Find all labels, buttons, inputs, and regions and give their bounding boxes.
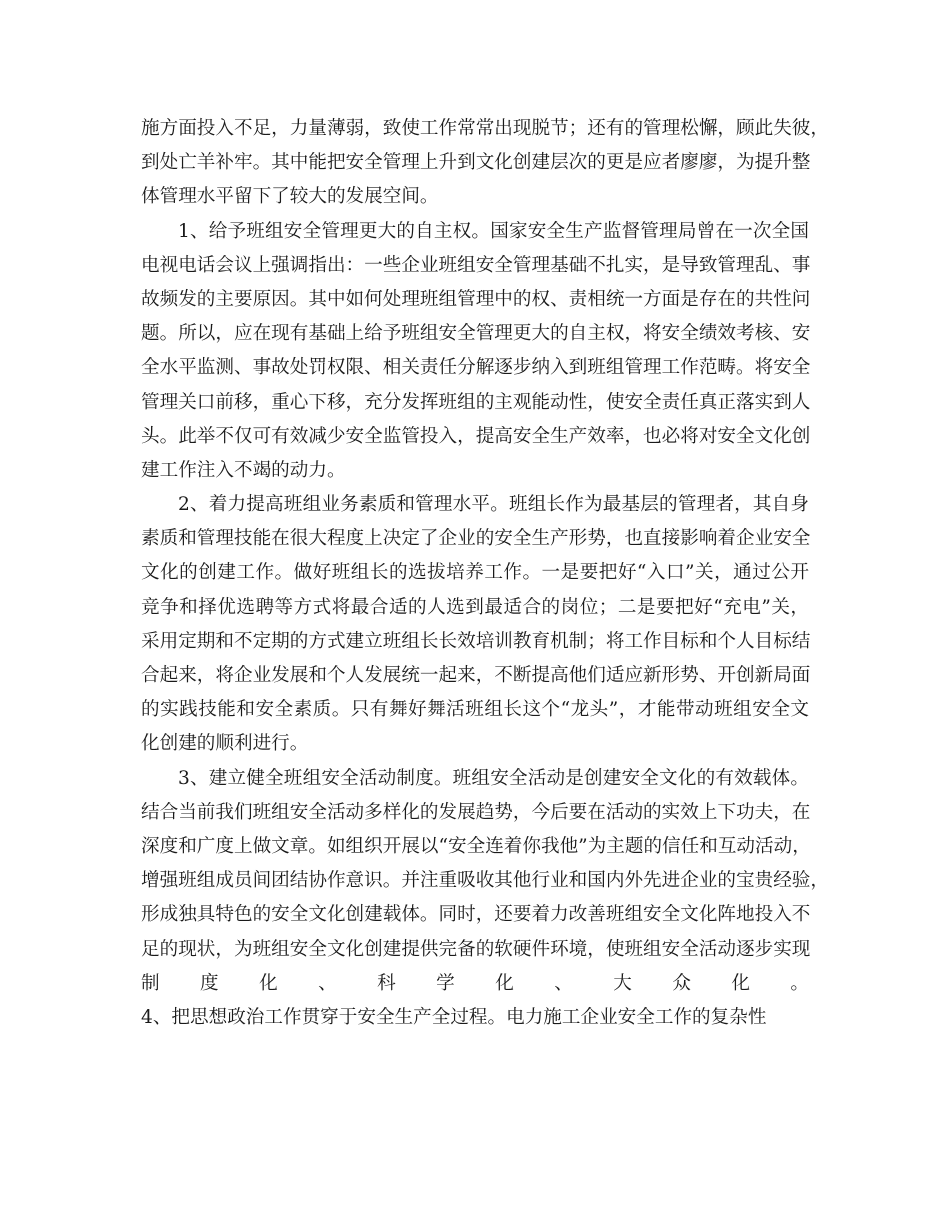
text-line: 合起来，将企业发展和个人发展统一起来，不断提高他们适应新形势、开创新局面 [141, 665, 811, 686]
text-line: 到处亡羊补牢。其中能把安全管理上升到文化创建层次的更是应者廖廖，为提升整 [141, 152, 811, 174]
section-heading-line: 3、建立健全班组安全活动制度。班组安全活动是创建安全文化的有效载体。 [178, 767, 809, 789]
section-heading-line: 2、着力提高班组业务素质和管理水平。班组长作为最基层的管理者，其自身 [178, 494, 809, 516]
text-line: 4、把思想政治工作贯穿于安全生产全过程。电力施工企业安全工作的复杂性 [141, 1006, 767, 1028]
text-line: 建工作注入不竭的动力。 [141, 459, 346, 481]
text-line: 增强班组成员间团结协作意识。并注重吸收其他行业和国内外先进企业的宝贵经验， [141, 870, 829, 892]
text-line: 题。所以，应在现有基础上给予班组安全管理更大的自主权，将安全绩效考核、安 [141, 323, 811, 345]
text-line: 管理关口前移，重心下移，充分发挥班组的主观能动性，使安全责任真正落实到人 [141, 391, 811, 413]
text-line: 结合当前我们班组安全活动多样化的发展趋势，今后要在活动的实效上下功夫，在 [141, 801, 811, 823]
text-line: 深度和广度上做文章。如组织开展以“安全连着你我他”为主题的信任和互动活动， [141, 835, 811, 857]
text-line: 施方面投入不足，力量薄弱，致使工作常常出现脱节；还有的管理松懈，顾此失彼， [141, 118, 829, 139]
text-line: 足的现状，为班组安全文化创建提供完备的软硬件环境，使班组安全活动逐步实现 [141, 938, 811, 960]
text-line: 电视电话会议上强调指出：一些企业班组安全管理基础不扎实，是导致管理乱、事 [141, 254, 811, 276]
text-line: 制度化、科学化、大众化。 [141, 972, 809, 994]
document-body [141, 112, 829, 1069]
text-line: 采用定期和不定期的方式建立班组长长效培训教育机制；将工作目标和个人目标结 [141, 630, 811, 652]
text-line: 故频发的主要原因。其中如何处理班组管理中的权、责相统一方面是存在的共性问 [141, 288, 811, 310]
section-heading-line [141, 1035, 809, 1069]
section-heading-line: 1、给予班组安全管理更大的自主权。国家安全生产监督管理局曾在一次全国 [178, 220, 809, 242]
text-line: 形成独具特色的安全文化创建载体。同时，还要着力改善班组安全文化阵地投入不 [141, 904, 811, 926]
text-line: 全水平监测、事故处罚权限、相关责任分解逐步纳入到班组管理工作范畴。将安全 [141, 357, 811, 379]
text-line: 竞争和择优选聘等方式将最合适的人选到最适合的岗位；二是要把好“充电”关， [141, 596, 809, 618]
text-line: 化创建的顺利进行。 [141, 733, 309, 755]
text-line: 的实践技能和安全素质。只有舞好舞活班组长这个“龙头”，才能带动班组安全文 [141, 699, 809, 721]
text-line: 体管理水平留下了较大的发展空间。 [141, 186, 439, 208]
text-line: 文化的创建工作。做好班组长的选拔培养工作。一是要把好“入口”关，通过公开 [141, 562, 809, 584]
text-line: 头。此举不仅可有效减少安全监管投入，提高安全生产效率，也必将对安全文化创 [141, 425, 811, 447]
text-line: 素质和管理技能在很大程度上决定了企业的安全生产形势，也直接影响着企业安全 [141, 528, 811, 550]
